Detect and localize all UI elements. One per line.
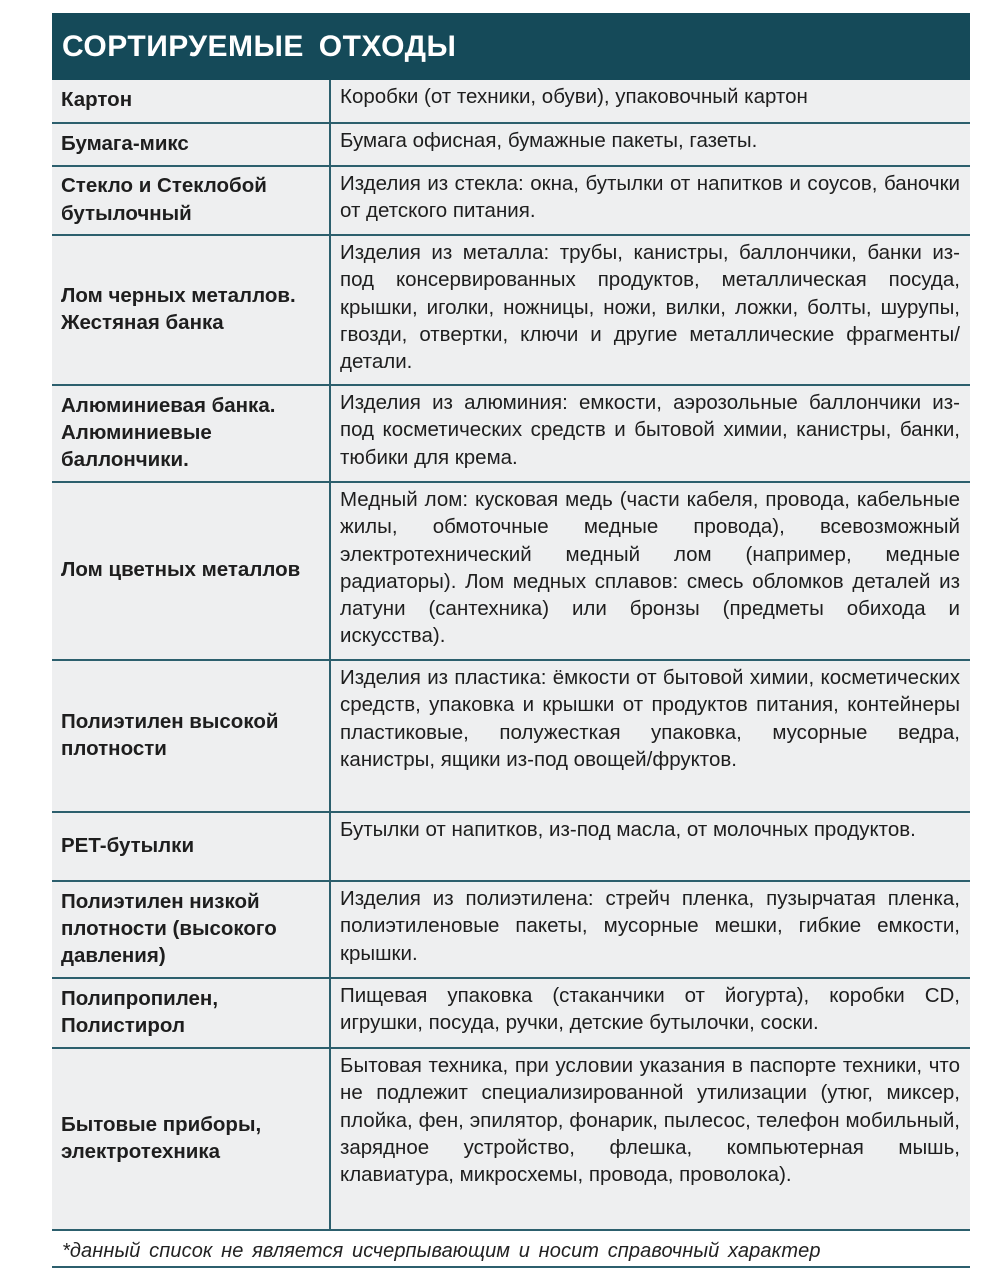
description-cell: Бытовая техника, при условии указания в паспорте техники, что не подлежит специализированной утилизации (утюг, миксер, плойка, фен, эпилятор, фонарик, пылесос, телефон мобильный, зарядное устройство, флешка, компьютерная мышь, клавиатура, микросхемы, провода, проволока). xyxy=(330,1048,970,1230)
waste-table xyxy=(52,80,970,1231)
category-cell: Бумага-микс xyxy=(52,123,330,166)
description-cell: Изделия из полиэтилена: стрейч пленка, пузырчатая пленка, полиэтиленовые пакеты, мусорные мешки, гибкие емкости, крышки. xyxy=(330,881,970,978)
description-cell: Изделия из алюминия: емкости, аэрозольные баллончики из-под косметических средств и бытовой химии, канистры, банки, тюбики для крема. xyxy=(330,385,970,482)
category-cell: Картон xyxy=(52,80,330,123)
table-row xyxy=(52,1048,970,1230)
category-cell: Полипропилен, Полистирол xyxy=(52,978,330,1048)
waste-table-body xyxy=(52,80,970,1230)
header-bar xyxy=(52,13,970,80)
table-row xyxy=(52,123,970,166)
bottom-divider xyxy=(52,1266,970,1268)
table-row xyxy=(52,80,970,123)
category-cell: Полиэтилен низкой плотности (высокого давления) xyxy=(52,881,330,978)
table-row xyxy=(52,978,970,1048)
category-cell: Стекло и Стеклобой бутылочный xyxy=(52,166,330,235)
description-cell: Изделия из стекла: окна, бутылки от напитков и соусов, баночки от детского питания. xyxy=(330,166,970,235)
description-cell: Бумага офисная, бумажные пакеты, газеты. xyxy=(330,123,970,166)
table-row xyxy=(52,385,970,482)
description-cell: Изделия из пластика: ёмкости от бытовой химии, косметических средств, упаковка и крышки от продуктов питания, контейнеры пластиковые, полужесткая упаковка, мусорные ведра, канистры, ящики из-под овощей/фруктов. xyxy=(330,660,970,812)
waste-sorting-document xyxy=(52,13,970,1264)
table-row xyxy=(52,812,970,881)
description-cell: Изделия из металла: трубы, канистры, баллончики, банки из-под консервированных продуктов, металлическая посуда, крышки, иголки, ножницы, ножи, вилки, ложки, болты, шурупы, гвозди, отвертки, ключи и другие металлические фрагменты/детали. xyxy=(330,235,970,385)
description-cell: Медный лом: кусковая медь (части кабеля, провода, кабельные жилы, обмоточные медные провода), всевозможный электротехнический медный лом (например, медные радиаторы). Лом медных сплавов: смесь обломков деталей из латуни (сантехника) или бронзы (предметы обихода и искусства). xyxy=(330,482,970,660)
description-cell: Бутылки от напитков, из-под масла, от молочных продуктов. xyxy=(330,812,970,881)
table-row xyxy=(52,166,970,235)
category-cell: Лом черных металлов. Жестяная банка xyxy=(52,235,330,385)
table-row xyxy=(52,660,970,812)
category-cell: Полиэтилен высокой плотности xyxy=(52,660,330,812)
category-cell: Алюминиевая банка. Алюминиевые баллончики. xyxy=(52,385,330,482)
category-cell: Лом цветных металлов xyxy=(52,482,330,660)
description-cell: Пищевая упаковка (стаканчики от йогурта), коробки CD, игрушки, посуда, ручки, детские бутылочки, соски. xyxy=(330,978,970,1048)
page-title: СОРТИРУЕМЫЕ ОТХОДЫ xyxy=(62,29,457,63)
table-row xyxy=(52,881,970,978)
category-cell: PET-бутылки xyxy=(52,812,330,881)
footnote: *данный список не является исчерпывающим и носит справочный характер xyxy=(62,1240,821,1262)
description-cell: Коробки (от техники, обуви), упаковочный картон xyxy=(330,80,970,123)
table-row xyxy=(52,235,970,385)
table-row xyxy=(52,482,970,660)
category-cell: Бытовые приборы, электротехника xyxy=(52,1048,330,1230)
